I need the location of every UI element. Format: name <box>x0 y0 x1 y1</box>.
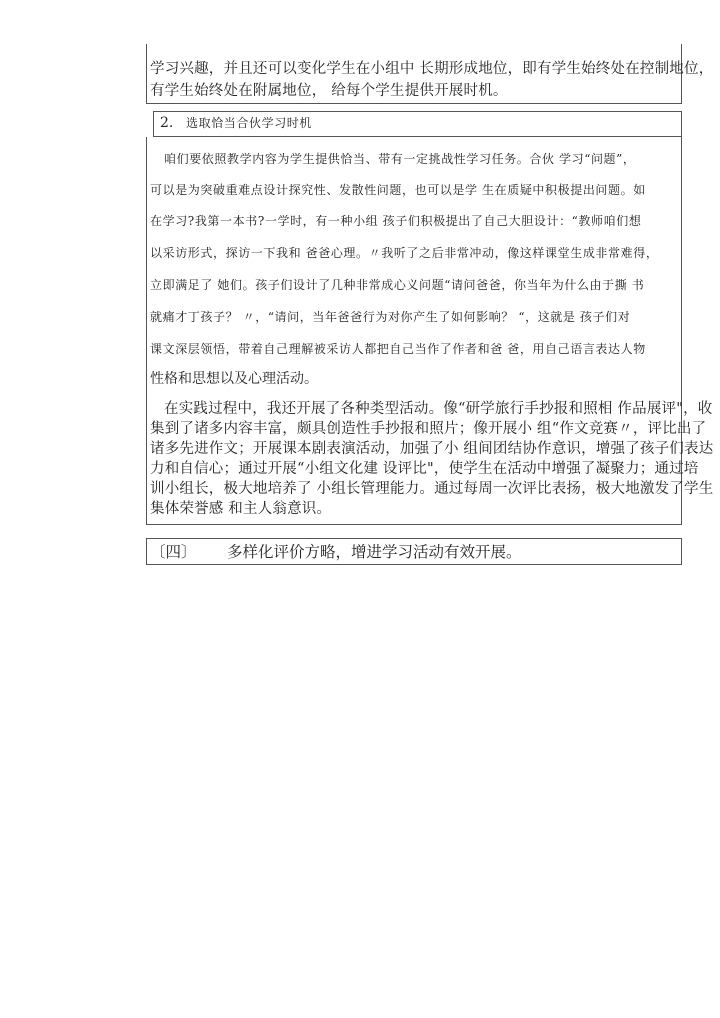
subheading-box <box>153 111 682 137</box>
paragraph-line: 就痛才丁孩子？ 〃，“请问，当年爸爸行为对你产生了如何影响？ “，这就是 孩子们对 <box>150 310 631 324</box>
subheading-title: 选取恰当合伙学习时机 <box>186 116 313 130</box>
main-content-box <box>146 137 714 525</box>
section4-box <box>146 538 682 565</box>
section4-title: 多样化评价方略，增进学习活动有效开展。 <box>227 543 522 561</box>
paragraph-line: 有学生始终处在附属地位， 给每个学生提供开展时机。 <box>150 83 508 99</box>
paragraph-line: 课文深层领悟，带着自己理解被采访人都把自己当作了作者和爸 爸，用自己语言表达人物 <box>150 342 646 356</box>
paragraph-line: 学习兴趣，并且还可以变化学生在小组中 长期形成地位，即有学生始终处在控制地位， <box>150 61 714 77</box>
paragraph-line: 性格和思想以及心理活动。 <box>150 371 318 387</box>
paragraph-line: 集到了诸多内容丰富，颇具创造性手抄报和照片；像开展小 组“作文竞赛〃，评比出了 <box>150 421 707 437</box>
paragraph-line: 以采访形式，探访一下我和 爸爸心理。〃我听了之后非常冲动，像这样课堂生成非常难得， <box>150 246 659 260</box>
paragraph-line: 立即满足了 她们。孩子们设计了几种非常成心义问题“请问爸爸，你当年为什么由于撕 书 <box>150 278 645 292</box>
paragraph-line: 咱们要依照教学内容为学生提供恰当、带有一定挑战性学习任务。合伙 学习“问题”， <box>164 152 636 166</box>
paragraph-line: 力和自信心；通过开展“小组文化建 设评比"，使学生在活动中增强了凝聚力；通过培 <box>150 461 699 477</box>
subheading-number: 2. <box>160 115 174 131</box>
section4-number: 〔四〕 <box>150 543 197 561</box>
paragraph-line: 在实践过程中，我还开展了各种类型活动。像“研学旅行手抄报和照相 作品展评"，收 <box>164 401 713 417</box>
paragraph-line: 集体荣誉感 和主人翁意识。 <box>150 501 332 517</box>
paragraph-line: 可以是为突破重难点设计探究性、发散性问题，也可以是学 生在质疑中积极提出问题。如 <box>150 183 646 197</box>
top-paragraph-box <box>146 44 714 104</box>
paragraph-line: 训小组长，极大地培养了 小组长管理能力。通过每周一次评比表扬，极大地激发了学生 <box>150 481 714 497</box>
paragraph-line: 在学习?我第一本书?一学时，有一种小组 孩子们积极提出了自己大胆设计：“教师咱们想 <box>150 214 642 228</box>
paragraph-line: 诸多先进作文；开展课本剧表演活动，加强了小 组间团结协作意识，增强了孩子们表达 <box>150 441 714 457</box>
